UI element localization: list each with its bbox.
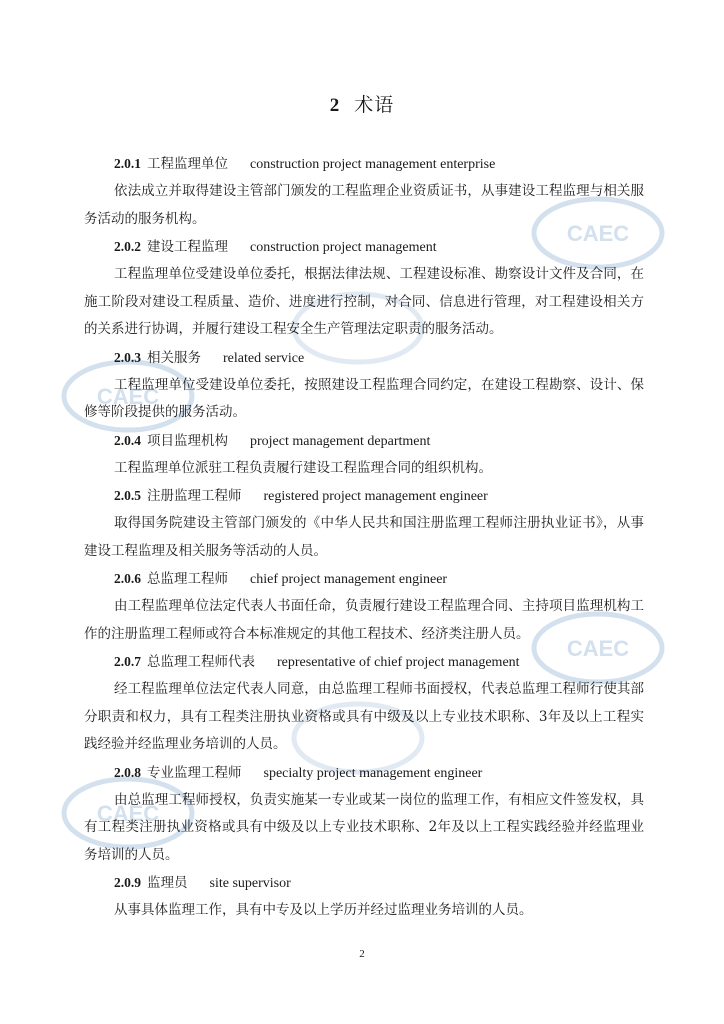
term-code: 2.0.9 bbox=[114, 875, 141, 890]
term-english: site supervisor bbox=[209, 876, 291, 891]
svg-text:CAEC: CAEC bbox=[96, 384, 160, 409]
term-definition: 由工程监理单位法定代表人书面任命，负责履行建设工程监理合同、主持项目监理机构工作的注册监理工程师或符合本标准规定的其他工程技术、经济类注册人员。 bbox=[84, 598, 644, 642]
term-definition: 取得国务院建设主管部门颁发的《中华人民共和国注册监理工程师注册执业证书》，从事建设工程监理及相关服务等活动的人员。 bbox=[84, 515, 644, 559]
term-entry bbox=[84, 648, 644, 759]
term-code: 2.0.6 bbox=[114, 571, 141, 586]
term-entry bbox=[84, 427, 644, 483]
term-chinese: 建设工程监理 bbox=[147, 239, 228, 255]
term-heading bbox=[84, 344, 644, 372]
svg-text:CAEC: CAEC bbox=[566, 636, 630, 661]
term-chinese: 总监理工程师 bbox=[147, 571, 228, 587]
section-number: 2 bbox=[329, 95, 341, 116]
term-english: registered project management engineer bbox=[263, 489, 488, 504]
term-entry bbox=[84, 482, 644, 565]
term-english: chief project management engineer bbox=[250, 572, 448, 587]
term-code: 2.0.4 bbox=[114, 432, 141, 448]
term-definition: 工程监理单位受建设单位委托，按照建设工程监理合同约定，在建设工程勘察、设计、保修等阶段提供的服务活动。 bbox=[84, 376, 644, 420]
term-entry bbox=[84, 150, 644, 233]
term-definition: 从事具体监理工作，具有中专及以上学历并经过监理业务培训的人员。 bbox=[114, 902, 533, 918]
term-definition: 经工程监理单位法定代表人同意，由总监理工程师书面授权，代表总监理工程师行使其部分职责和权力，具有工程类注册执业资格或具有中级及以上专业技术职称、3年及以上工程实践经验并经监理业务培训的人员。 bbox=[84, 681, 644, 752]
term-chinese: 注册监理工程师 bbox=[147, 488, 242, 504]
term-english: related service bbox=[223, 350, 305, 366]
term-code: 2.0.5 bbox=[114, 488, 141, 503]
term-chinese: 总监理工程师代表 bbox=[147, 654, 255, 670]
page-number: 2 bbox=[359, 948, 365, 960]
term-entry bbox=[84, 565, 644, 648]
term-chinese: 监理员 bbox=[147, 875, 188, 891]
term-entry bbox=[84, 344, 644, 427]
term-definition: 由总监理工程师授权，负责实施某一专业或某一岗位的监理工作，有相应文件签发权，具有工程类注册执业资格或具有中级及以上专业技术职称、2年及以上工程实践经验并经监理业务培训的人员。 bbox=[84, 791, 644, 863]
term-chinese: 项目监理机构 bbox=[147, 432, 228, 449]
term-code: 2.0.2 bbox=[114, 239, 141, 254]
term-heading bbox=[84, 869, 644, 897]
term-heading bbox=[84, 648, 644, 676]
term-chinese: 专业监理工程师 bbox=[147, 764, 242, 781]
term-code: 2.0.7 bbox=[114, 654, 141, 669]
term-code: 2.0.8 bbox=[114, 764, 141, 780]
term-definition: 工程监理单位受建设单位委托，根据法律法规、工程建设标准、勘察设计文件及合同，在施工阶段对建设工程质量、造价、进度进行控制，对合同、信息进行管理，对工程建设相关方的关系进行协调，并履行建设工程安全生产管理法定职责的服务活动。 bbox=[84, 266, 644, 337]
term-english: construction project management enterprise bbox=[250, 157, 496, 172]
svg-text:CAEC: CAEC bbox=[566, 221, 630, 246]
term-code: 2.0.1 bbox=[114, 156, 141, 171]
term-heading bbox=[84, 427, 644, 455]
term-english: construction project management bbox=[250, 240, 437, 255]
term-entry bbox=[84, 233, 644, 344]
term-chinese: 相关服务 bbox=[147, 349, 201, 366]
section-heading: 术语 bbox=[354, 94, 395, 116]
term-code: 2.0.3 bbox=[114, 349, 141, 365]
term-heading bbox=[84, 759, 644, 787]
section-title bbox=[0, 90, 724, 117]
svg-text:CAEC: CAEC bbox=[96, 801, 160, 826]
term-heading bbox=[84, 233, 644, 261]
term-entry bbox=[84, 759, 644, 870]
term-english: representative of chief project management bbox=[277, 655, 520, 670]
term-definition: 依法成立并取得建设主管部门颁发的工程监理企业资质证书，从事建设工程监理与相关服务活动的服务机构。 bbox=[84, 183, 644, 227]
term-chinese: 工程监理单位 bbox=[147, 156, 228, 172]
term-heading bbox=[84, 482, 644, 510]
term-entry bbox=[84, 869, 644, 925]
term-definition: 工程监理单位派驻工程负责履行建设工程监理合同的组织机构。 bbox=[114, 459, 492, 476]
term-heading bbox=[84, 150, 644, 178]
terms-list bbox=[84, 150, 644, 925]
term-heading bbox=[84, 565, 644, 593]
term-english: project management department bbox=[250, 433, 431, 449]
term-english: specialty project management engineer bbox=[263, 765, 483, 781]
